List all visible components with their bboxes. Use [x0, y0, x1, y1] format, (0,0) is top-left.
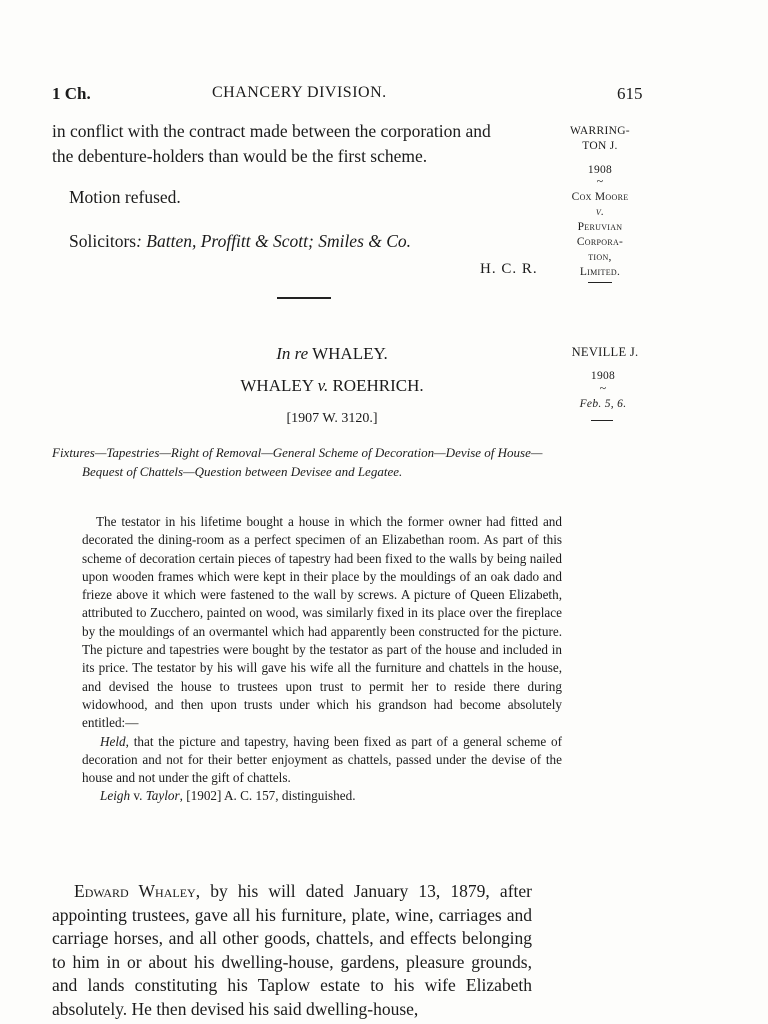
catchwords: Fixtures—Tapestries—Right of Removal—General Scheme of Decoration—Devise of House—Bequest of Chattels—Question between Devisee and Legatee.: [52, 445, 543, 479]
margin-swash: ~: [599, 381, 607, 395]
headnote-citation: Leigh v. Taylor, [1902] A. C. 157, distinguished.: [100, 788, 356, 804]
margin-divider: [591, 420, 613, 421]
reporter-initials: H. C. R.: [480, 261, 538, 277]
judgment-opening: Edward Whaley, by his will dated January 13, 1879, after appointing trustees, gave all his furniture, plate, wine, carriages and carriage horses, and all other goods, chattels, and effects belonging to him in or about his dwelling-house, gardens, pleasure grounds, and lands constituting his Taplow estate to his wife Elizabeth absolutely. He then devised his said dwelling-house,: [52, 881, 532, 1019]
case-separator: [277, 297, 331, 299]
margin-case-name: Cox Moore v. Peruvian Corpora- tion, Limited.: [571, 191, 629, 278]
solicitors-names: : Batten, Proffitt & Scott; Smiles & Co.: [136, 231, 412, 251]
page-number: 615: [617, 84, 643, 103]
margin-judge-neville: NEVILLE J.: [571, 345, 639, 359]
margin-divider: [588, 282, 612, 283]
headnote-facts: The testator in his lifetime bought a house in which the former owner had fitted and decorated the dining-room as a perfect specimen of an Elizabethan room. As part of this scheme of decoration certain pieces of tapestry had been fixed to the walls by being nailed upon wooden frames which were kept in their place by the mouldings of an oak dado and frieze above it which were fastened to the wall by screws. A picture of Queen Elizabeth, attributed to Zucchero, painted on wood, was similarly fixed in its place over the fireplace by the mouldings of an overmantel which had apparently been constructed for the picture. The picture and tapestries were bought by the testator as part of the house and included in its price. The testator by his will gave his wife all the furniture and chattels in the house, and devised the house to trustees upon trust to permit her to reside there during widowhood, and then upon trusts under which his grandson had become absolutely entitled:—: [82, 514, 562, 731]
case-parties: WHALEY v. ROEHRICH.: [240, 376, 424, 395]
margin-year: 1908: [590, 370, 616, 382]
motion-result: Motion refused.: [69, 187, 181, 207]
margin-swash: ~: [596, 174, 604, 188]
case-title: In re WHALEY.: [276, 344, 388, 363]
running-header-title: CHANCERY DIVISION.: [212, 84, 387, 101]
margin-date: Feb. 5, 6.: [579, 398, 627, 410]
margin-judge: WARRING- TON J.: [570, 125, 630, 152]
margin-year: 1908: [587, 164, 613, 176]
case-reference: [1907 W. 3120.]: [286, 411, 378, 426]
solicitors-line: [69, 231, 411, 252]
body-line: the debenture-holders than would be the first scheme.: [52, 146, 428, 166]
headnote-summary: [82, 513, 562, 806]
body-line: in conflict with the contract made between the corporation and: [52, 121, 491, 141]
solicitors-label: Solicitors: [69, 231, 137, 251]
running-header-volume: 1 Ch.: [52, 84, 91, 103]
headnote-held: Held, that the picture and tapestry, having been fixed as part of a general scheme of decoration and not for their better enjoyment as chattels, passed under the devise of the house and not under the gift of chattels.: [82, 733, 562, 786]
